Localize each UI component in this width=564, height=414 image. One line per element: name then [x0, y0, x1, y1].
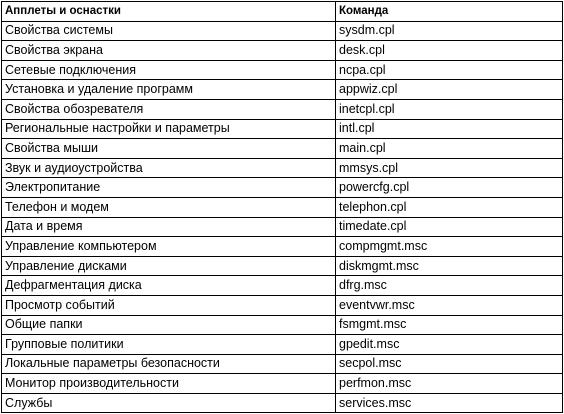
command-value: secpol.msc [336, 354, 563, 374]
command-value: main.cpl [336, 139, 563, 159]
applet-name: Свойства экрана [2, 41, 336, 61]
header-command: Команда [336, 2, 563, 22]
table-row [2, 237, 563, 257]
commands-table [1, 1, 563, 413]
table-row [2, 315, 563, 335]
command-value: intl.cpl [336, 119, 563, 139]
table-header [2, 2, 563, 22]
applet-name: Свойства системы [2, 21, 336, 41]
command-value: desk.cpl [336, 41, 563, 61]
applet-name: Региональные настройки и параметры [2, 119, 336, 139]
applet-name: Дефрагментация диска [2, 276, 336, 296]
table-row [2, 21, 563, 41]
command-value: mmsys.cpl [336, 158, 563, 178]
table-row [2, 374, 563, 394]
applet-name: Установка и удаление программ [2, 80, 336, 100]
table-row [2, 158, 563, 178]
applet-name: Управление компьютером [2, 237, 336, 257]
table-row [2, 295, 563, 315]
command-value: gpedit.msc [336, 335, 563, 355]
command-value: powercfg.cpl [336, 178, 563, 198]
header-applets: Апплеты и оснастки [2, 2, 336, 22]
applet-name: Свойства мыши [2, 139, 336, 159]
table-row [2, 197, 563, 217]
table-row [2, 178, 563, 198]
table-row [2, 276, 563, 296]
applet-name: Дата и время [2, 217, 336, 237]
applet-name: Управление дисками [2, 256, 336, 276]
command-value: timedate.cpl [336, 217, 563, 237]
applet-name: Телефон и модем [2, 197, 336, 217]
command-value: fsmgmt.msc [336, 315, 563, 335]
command-value: compmgmt.msc [336, 237, 563, 257]
command-value: perfmon.msc [336, 374, 563, 394]
applet-name: Сетевые подключения [2, 60, 336, 80]
command-value: services.msc [336, 393, 563, 413]
command-value: telephon.cpl [336, 197, 563, 217]
applet-name: Групповые политики [2, 335, 336, 355]
applet-name: Просмотр событий [2, 295, 336, 315]
table-row [2, 354, 563, 374]
table-row [2, 256, 563, 276]
command-value: ncpa.cpl [336, 60, 563, 80]
table-row [2, 217, 563, 237]
table-row [2, 80, 563, 100]
command-value: sysdm.cpl [336, 21, 563, 41]
table-row [2, 119, 563, 139]
command-value: dfrg.msc [336, 276, 563, 296]
table-row [2, 99, 563, 119]
table-body [2, 21, 563, 413]
table-row [2, 335, 563, 355]
command-value: inetcpl.cpl [336, 99, 563, 119]
table-row [2, 139, 563, 159]
applet-name: Локальные параметры безопасности [2, 354, 336, 374]
applet-name: Звук и аудиоустройства [2, 158, 336, 178]
command-value: eventvwr.msc [336, 295, 563, 315]
table-row [2, 60, 563, 80]
applet-name: Электропитание [2, 178, 336, 198]
table-row [2, 41, 563, 61]
applet-name: Монитор производительности [2, 374, 336, 394]
command-value: appwiz.cpl [336, 80, 563, 100]
table-row [2, 393, 563, 413]
applet-name: Свойства обозревателя [2, 99, 336, 119]
command-value: diskmgmt.msc [336, 256, 563, 276]
header-row [2, 2, 563, 22]
applet-name: Службы [2, 393, 336, 413]
applet-name: Общие папки [2, 315, 336, 335]
